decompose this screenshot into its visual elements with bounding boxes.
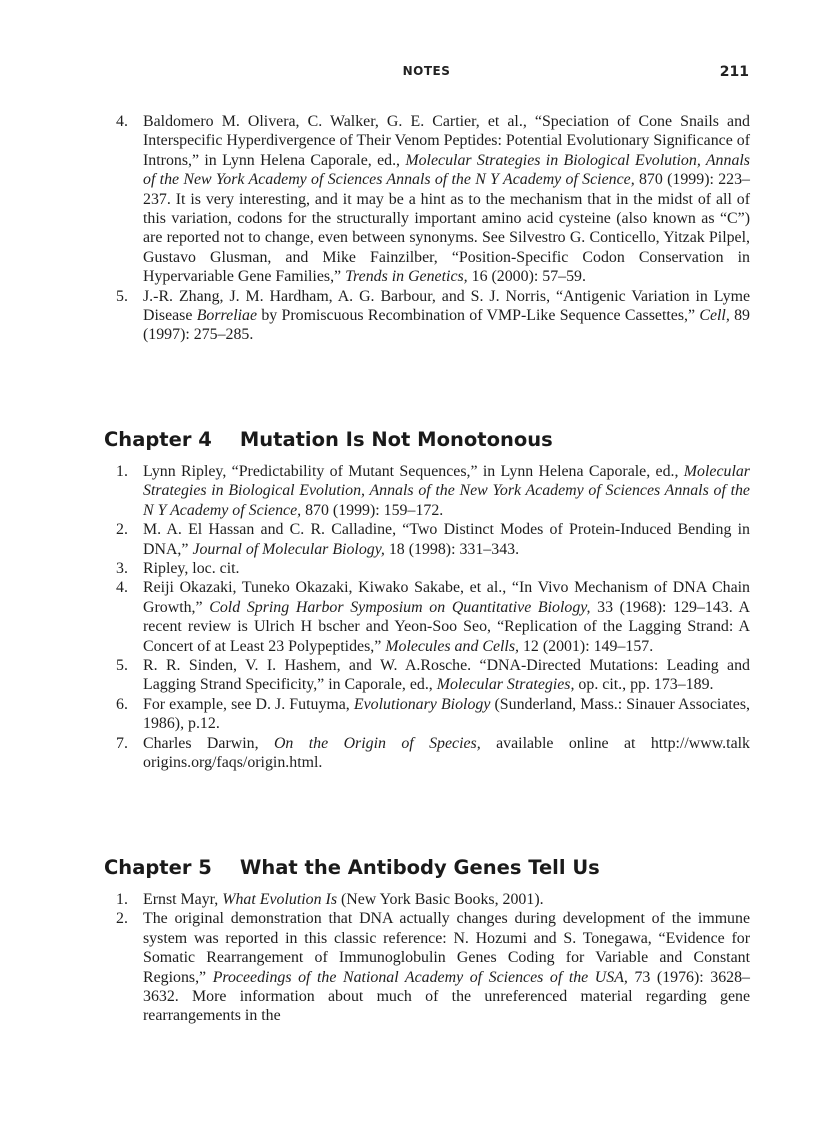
chapter-4-heading (104, 428, 754, 451)
note-text: Baldomero M. Olivera, C. Walker, G. E. Cartier, et al., “Speciation of Cone Snails and Interspecific Hyperdivergence of Their Venom Peptides: Potential Evolutionary Significance of Introns,” in Lynn Helena Caporale, ed., (143, 113, 750, 169)
note-item (104, 559, 750, 578)
chapter-title: What the Antibody Genes Tell Us (239, 856, 600, 879)
note-text: available online at http://www.talk origins.org/faqs/origin.html. (143, 734, 750, 772)
note-number: 2. (116, 521, 128, 539)
note-italic-title: Molecules and Cells, (385, 637, 520, 655)
note-italic-title: Evolutionary Biology (353, 695, 491, 713)
note-number: 5. (116, 287, 128, 305)
note-number: 2. (116, 910, 128, 928)
note-text: (Sunderland, Mass.: Sinauer Associates, 1986), p.12. (143, 695, 750, 733)
note-text: Lynn Ripley, “Predictability of Mutant Sequences,” in Lynn Helena Caporale, ed., (143, 463, 684, 480)
note-text: R. R. Sinden, V. I. Hashem, and W. A.Rosche. “DNA-Directed Mutations: Leading and Lagging Strand Specificity,” in Caporale, ed., (143, 657, 750, 694)
note-italic-title: Journal of Molecular Biology, (192, 540, 385, 558)
note-item (104, 462, 750, 520)
note-italic-title: Molecular Strategies in Biological Evolution, Annals of the New York Academy of Sciences Annals of the N Y Academy of Science, (143, 463, 750, 519)
note-italic-title: Cold Spring Harbor Symposium on Quantitative Biology, (209, 598, 591, 616)
running-header (104, 64, 749, 84)
chapter-label: Chapter 4 (104, 428, 212, 451)
note-text: Charles Darwin, (143, 734, 274, 752)
note-italic-title: Cell, (699, 307, 730, 325)
chapter-5-notes (104, 890, 750, 1026)
note-text: J.-R. Zhang, J. M. Hardham, A. G. Barbour, and S. J. Norris, “Antigenic Variation in Lyme Disease (143, 287, 750, 325)
note-text: Ernst Mayr, (143, 891, 223, 908)
note-text: 73 (1976): 3628–3632. More information about much of the unreferenced material regarding gene rearrangements in the (143, 968, 750, 1025)
note-italic-title: Molecular Strategies, (436, 676, 575, 694)
note-italic-title: Trends in Genetics, (345, 268, 468, 286)
note-italic-title: Borreliae (196, 307, 258, 325)
note-number: 1. (116, 463, 128, 480)
note-text: 870 (1999): 223–237. It is very interesting, and it may be a hint as to the mechanism that in the midst of all of this variation, codons for the structurally important amino acid cysteine (also known as “C”) are reported not to change, even between synonyms. See Silvestro G. Conticello, Yitzak Pilpel, Gustavo Glusman, and Mike Fainzilber, “Position-Specific Codon Conservation in Hypervariable Gene Families,” (143, 171, 750, 286)
note-item (104, 112, 750, 287)
note-text: 33 (1968): 129–143. A recent review is Ulrich H bscher and Yeon-Soo Seo, “Replication of the Lagging Strand: A Concert of at Least 23 Polypeptides,” (143, 598, 750, 655)
chapter-title: Mutation Is Not Monotonous (239, 428, 553, 451)
chapter-5-heading (104, 856, 754, 879)
note-item (104, 909, 750, 1025)
note-text: Reiji Okazaki, Tuneko Okazaki, Kiwako Sakabe, et al., “In Vivo Mechanism of DNA Chain Growth,” (143, 579, 750, 616)
note-italic-title: Proceedings of the National Academy of Sciences of the USA, (212, 968, 628, 986)
note-italic-title: On the Origin of Species, (273, 734, 481, 752)
note-text: (New York Basic Books, 2001). (337, 891, 544, 908)
note-item (104, 287, 750, 345)
note-item (104, 578, 750, 656)
notes-block-continued (104, 112, 750, 345)
running-title: NOTES (402, 64, 451, 78)
note-item (104, 734, 750, 773)
note-text: Ripley, loc. cit. (143, 560, 240, 578)
note-text: 870 (1999): 159–172. (301, 501, 444, 519)
note-text: 89 (1997): 275–285. (143, 307, 750, 344)
note-text: op. cit., pp. 173–189. (574, 676, 714, 694)
note-number: 7. (116, 734, 128, 752)
note-italic-title: Molecular Strategies in Biological Evolution, Annals of the New York Academy of Sciences Annals of the N Y Academy of Science, (143, 151, 750, 189)
note-item (104, 520, 750, 559)
note-text: The original demonstration that DNA actually changes during development of the immune system was reported in this classic reference: N. Hozumi and S. Tonegawa, “Evidence for Somatic Rearrangement of Immunoglobulin Genes Coding for Variable and Constant Regions,” (143, 910, 750, 986)
note-number: 4. (116, 113, 128, 130)
notes-list (104, 112, 750, 345)
chapter-4-notes (104, 462, 750, 773)
note-text: M. A. El Hassan and C. R. Calladine, “Two Distinct Modes of Protein-Induced Bending in DNA,” (143, 521, 750, 558)
notes-list (104, 890, 750, 1026)
note-text: 18 (1998): 331–343. (384, 540, 520, 558)
note-item (104, 890, 750, 909)
note-number: 5. (116, 657, 128, 675)
note-text: 16 (2000): 57–59. (467, 268, 586, 286)
note-item (104, 656, 750, 695)
note-number: 4. (116, 579, 128, 597)
note-text: For example, see D. J. Futuyma, (143, 695, 354, 713)
note-italic-title: What Evolution Is (222, 891, 337, 908)
notes-list (104, 462, 750, 773)
page-number: 211 (719, 64, 749, 80)
note-item (104, 695, 750, 734)
note-text: 12 (2001): 149–157. (519, 637, 654, 655)
note-number: 1. (116, 891, 128, 908)
chapter-label: Chapter 5 (104, 856, 212, 879)
note-text: by Promiscuous Recombination of VMP-Like Sequence Cassettes,” (257, 307, 700, 325)
note-number: 3. (116, 560, 128, 578)
note-number: 6. (116, 695, 128, 713)
